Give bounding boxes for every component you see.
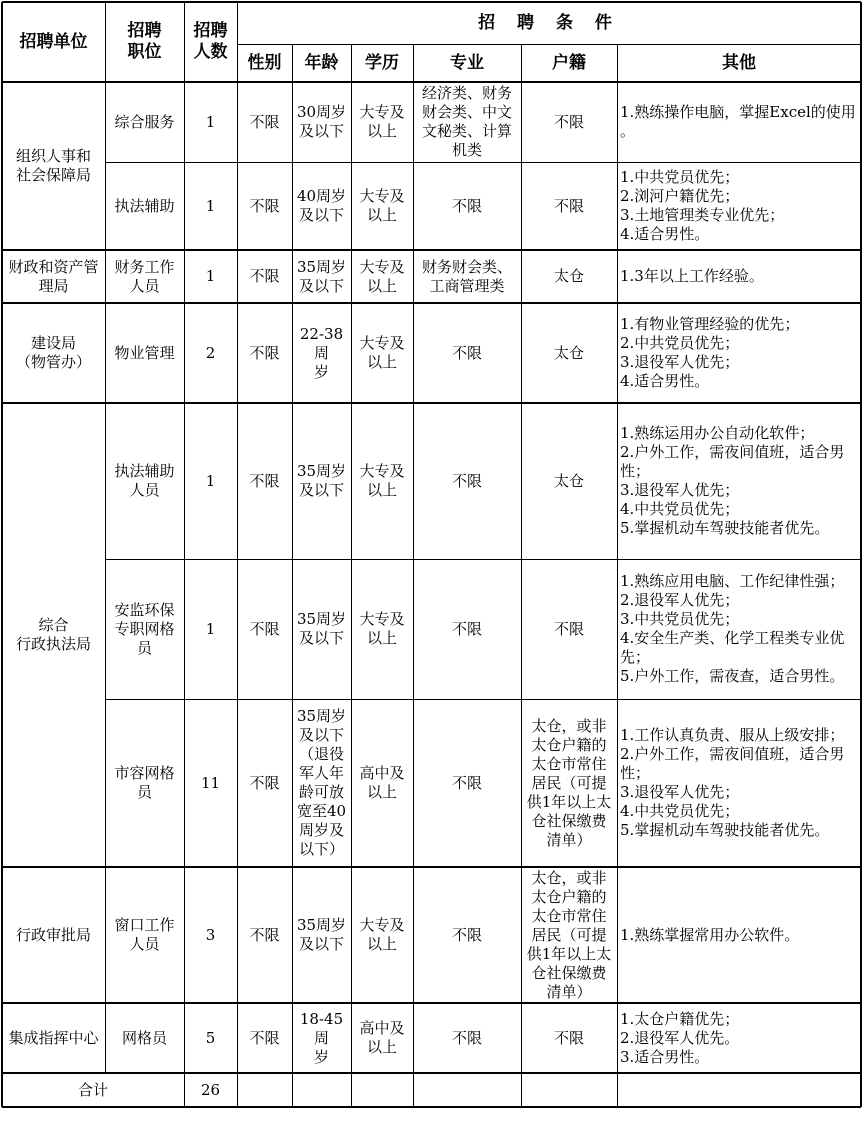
header-hukou: 户籍 [552,52,586,73]
cell-other: 1.熟练操作电脑，掌握Excel的使用 。 [620,103,856,140]
cell-education: 大专及 以上 [359,462,405,499]
cell-education: 大专及 以上 [359,257,405,295]
header-education: 学历 [365,52,399,73]
cell-age: 35周岁 及以下 [296,916,347,953]
header-other: 其他 [722,52,756,73]
cell-age: 22-38周 岁 [299,324,344,381]
grid-line [521,44,522,1107]
cell-gender: 不限 [249,471,280,490]
cell-major: 经济类、财务 财会类、中文 文秘类、计算 机类 [421,84,512,159]
cell-gender: 不限 [249,773,280,792]
grid-line [237,2,238,1107]
cell-gender: 不限 [249,112,280,131]
cell-position: 执法辅助 [114,196,175,215]
cell-major: 不限 [451,343,482,362]
cell-education: 大专及 以上 [359,334,405,371]
cell-hukou: 太仓，或非 太仓户籍的 太仓市常住 居民（可提 供1年以上太 仓社保缴费 清单） [526,868,612,1001]
grid-line [2,81,861,83]
cell-hukou: 太仓 [553,267,584,285]
cell-major: 财务财会类、 工商管理类 [421,257,512,295]
cell-count: 5 [205,1028,216,1047]
unit-cell: 综合 行政执法局 [15,616,91,653]
cell-gender: 不限 [249,196,280,215]
grid-line [2,1002,861,1004]
cell-other: 1.熟练应用电脑、工作纪律性强； 2.退役军人优先； 3.中共党员优先； 4.安全生产类、化学工程类专业优 先； 5.户外工作，需夜查，适合男性。 [620,572,845,685]
unit-cell: 集成指挥中心 [8,1028,99,1047]
cell-gender: 不限 [249,267,280,285]
cell-age: 40周岁 及以下 [296,187,347,224]
cell-hukou: 太仓 [553,471,584,490]
unit-cell: 建设局 （物管办） [15,334,91,371]
cell-position: 物业管理 [114,343,175,362]
header-count: 招聘 人数 [193,21,228,62]
grid-line [2,402,861,404]
cell-gender: 不限 [249,1028,280,1047]
cell-education: 大专及 以上 [359,103,405,140]
header-age: 年龄 [304,52,339,73]
cell-count: 1 [205,196,216,215]
cell-major: 不限 [451,773,482,792]
cell-gender: 不限 [249,343,280,362]
grid-line [413,44,414,1107]
cell-gender: 不限 [249,619,280,638]
unit-cell: 组织人事和 社会保障局 [15,147,91,184]
grid-line [860,2,862,1107]
unit-cell: 财政和资产管 理局 [8,257,99,295]
cell-count: 1 [205,112,216,131]
cell-position: 市容网格 员 [114,764,175,801]
cell-age: 18-45周 岁 [299,1009,344,1066]
cell-major: 不限 [451,196,482,215]
total-count: 26 [200,1080,221,1099]
header-unit: 招聘单位 [19,31,88,52]
grid-line [237,44,861,45]
cell-position: 窗口工作 人员 [114,916,175,953]
grid-line [105,162,861,163]
header-conditions: 招 聘 条 件 [478,12,620,33]
grid-line [105,559,861,560]
cell-count: 2 [205,343,216,362]
cell-education: 高中及 以上 [359,764,405,801]
cell-major: 不限 [451,925,482,944]
cell-position: 财务工作 人员 [114,257,175,295]
grid-line [105,2,106,1107]
cell-age: 35周岁 及以下 [296,257,347,295]
cell-count: 1 [205,471,216,490]
cell-hukou: 不限 [553,196,584,215]
cell-position: 综合服务 [114,112,175,131]
cell-education: 大专及 以上 [359,916,405,953]
grid-line [1,2,3,1107]
cell-other: 1.中共党员优先； 2.浏河户籍优先； 3.土地管理类专业优先； 4.适合男性。 [620,168,785,243]
cell-count: 1 [205,619,216,638]
cell-count: 11 [200,773,221,792]
cell-age: 35周岁 及以下 （退役 军人年 龄可放 宽至40 周岁及 以下） [296,707,347,858]
cell-other: 1.熟练运用办公自动化软件； 2.户外工作，需夜间值班，适合男 性； 3.退役军人优先； 4.中共党员优先； 5.掌握机动车驾驶技能者优先。 [620,424,845,537]
cell-education: 大专及 以上 [359,187,405,224]
cell-age: 35周岁 及以下 [296,610,347,647]
grid-line [292,44,293,1107]
cell-hukou: 不限 [553,1028,584,1047]
cell-age: 30周岁 及以下 [296,103,347,140]
total-label: 合计 [77,1080,108,1099]
cell-hukou: 不限 [553,112,584,131]
header-position: 招聘 职位 [127,21,162,62]
cell-count: 3 [205,925,216,944]
grid-line [2,866,861,868]
cell-position: 安监环保 专职网格 员 [114,600,175,657]
cell-other: 1.工作认真负责、服从上级安排； 2.户外工作，需夜间值班，适合男 性； 3.退役军人优先； 4.中共党员优先； 5.掌握机动车驾驶技能者优先。 [620,726,845,839]
unit-cell: 行政审批局 [15,925,91,944]
cell-age: 35周岁 及以下 [296,462,347,499]
cell-hukou: 不限 [553,619,584,638]
cell-hukou: 太仓，或非 太仓户籍的 太仓市常住 居民（可提 供1年以上太 仓社保缴费 清单） [526,716,612,849]
cell-hukou: 太仓 [553,343,584,362]
cell-major: 不限 [451,471,482,490]
grid-line [351,44,352,1107]
header-major: 专业 [450,52,484,73]
cell-position: 执法辅助 人员 [114,462,175,499]
cell-education: 大专及 以上 [359,610,405,647]
cell-other: 1.熟练掌握常用办公软件。 [620,925,800,944]
cell-major: 不限 [451,1028,482,1047]
cell-other: 1.太仓户籍优先； 2.退役军人优先。 3.适合男性。 [620,1009,740,1066]
cell-education: 高中及 以上 [359,1019,405,1056]
header-gender: 性别 [247,52,282,73]
cell-position: 网格员 [121,1028,167,1047]
cell-count: 1 [205,267,216,285]
grid-line [2,249,861,251]
cell-other: 1.3年以上工作经验。 [620,267,764,285]
grid-line [2,1,861,3]
grid-line [105,699,861,700]
cell-major: 不限 [451,619,482,638]
grid-line [2,302,861,304]
cell-other: 1.有物业管理经验的优先； 2.中共党员优先； 3.退役军人优先； 4.适合男性。 [620,315,800,390]
cell-gender: 不限 [249,925,280,944]
grid-line [617,44,618,1107]
grid-line [184,2,185,1107]
